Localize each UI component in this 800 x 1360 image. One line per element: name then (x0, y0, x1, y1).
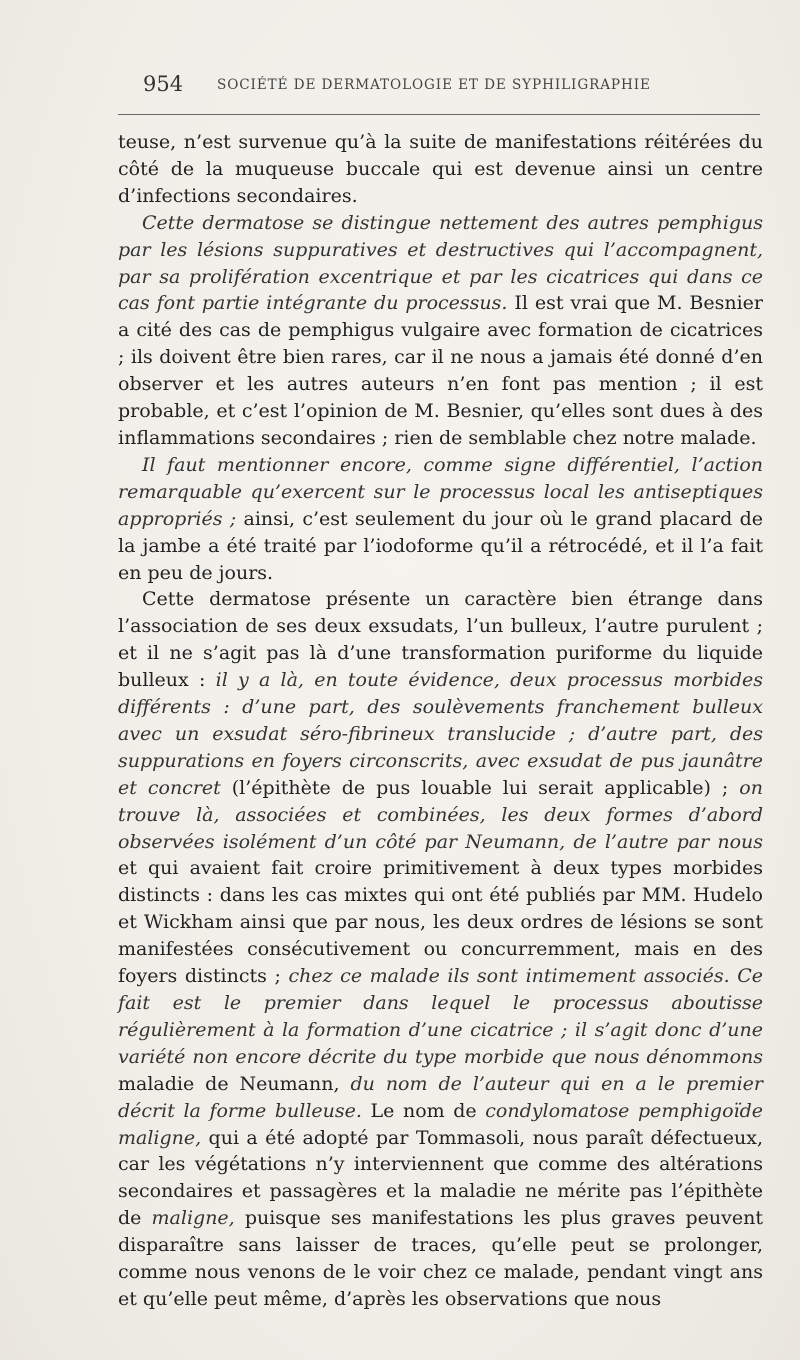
page-number: 954 (143, 72, 184, 96)
italic-text: Il faut mentionner encore, comme signe différentiel, l’action remarquable qu’exercent sur le processus local les antiseptiques appropriés ; (118, 453, 763, 530)
header-rule (118, 114, 760, 115)
text-run: maladie de Neumann, (118, 1072, 351, 1095)
text-run: teuse, n’est survenue qu’à la suite de manifestations réitérées du côté de la muqueuse buccale qui est devenue ainsi un centre d’infections secondaires. (118, 131, 763, 207)
text-run: et qui avaient fait croire primitivement à deux types morbides distincts : dans les cas mixtes qui ont été publiés par MM. Hudelo et Wickham ainsi que par nous, les deux ordres de lésions se sont manifestées consécutivement ou concurremment, mais en des foyers distincts ; (118, 857, 763, 988)
paragraph (118, 210, 763, 452)
text-run: qui a été adopté par Tommasoli, nous paraît défectueux, car les végétations n’y interviennent que comme des altérations secondaires et passagères et la maladie ne mérite pas l’épithète de (118, 1126, 763, 1230)
italic-text: chez ce malade ils sont intimement associés. Ce fait est le premier dans lequel le processus aboutisse régulièrement à la formation d’une cicatrice ; il s’agit donc d’une variété non encore décrite du type morbide que nous dénommons (118, 965, 763, 1068)
paragraph (118, 129, 763, 210)
italic-text: condylomatose pemphigoïde maligne, (118, 1099, 764, 1149)
text-run: ainsi, c’est seulement du jour où le grand placard de la jambe a été traité par l’iodoforme qu’il a rétrocédé, et il l’a fait en peu de jours. (118, 507, 763, 584)
body-text (118, 129, 763, 1313)
paragraph (118, 452, 763, 587)
italic-text: maligne, (151, 1207, 235, 1230)
italic-text: du nom de l’auteur qui en a le premier décrit la forme bulleuse. (118, 1072, 763, 1122)
text-run: Il est vrai que M. Besnier a cité des cas de pemphigus vulgaire avec formation de cicatrices ; ils doivent être bien rares, car il ne nous a jamais été donné d’en observer et les autres auteurs n’en font pas mention ; il est probable, et c’est l’opinion de M. Besnier, qu’elles sont dues à des inflammations secondaires ; rien de semblable chez notre malade. (118, 292, 763, 449)
text-run: Cette dermatose présente un caractère bien étrange dans l’association de ses deux exsudats, l’un bulleux, l’autre purulent ; et il ne s’agit pas là d’une transformation puriforme du liquide bulleux : (118, 588, 763, 692)
running-title: SOCIÉTÉ DE DERMATOLOGIE ET DE SYPHILIGRAPHIE (217, 77, 651, 93)
italic-text: on trouve là, associées et combinées, les deux formes d’abord observées isolément d’un côté par Neumann, de l’autre par nous (118, 776, 763, 853)
text-run: (l’épithète de pus louable lui serait applicable) ; (220, 776, 740, 799)
italic-text: il y a là, en toute évidence, deux processus morbides différents : d’une part, des soulèvements franchement bulleux avec un exsudat séro-fibrineux translucide ; d’autre part, des suppurations en foyers circonscrits, avec exsudat de pus jaunâtre et concret (118, 669, 763, 799)
page-header (143, 72, 763, 98)
text-run: puisque ses manifestations les plus graves peuvent disparaître sans laisser de traces, qu’elle peut se prolonger, comme nous venons de le voir chez ce malade, pendant vingt ans et qu’elle peut même, d’après les observations que nous (118, 1207, 763, 1310)
italic-text: Cette dermatose se distingue nettement des autres pemphigus par les lésions suppuratives et destructives qui l’accompagnent, par sa prolifération excentrique et par les cicatrices qui dans ce cas font partie intégrante du processus. (118, 211, 763, 315)
text-run: Le nom de (361, 1099, 486, 1122)
paragraph (118, 586, 763, 1312)
